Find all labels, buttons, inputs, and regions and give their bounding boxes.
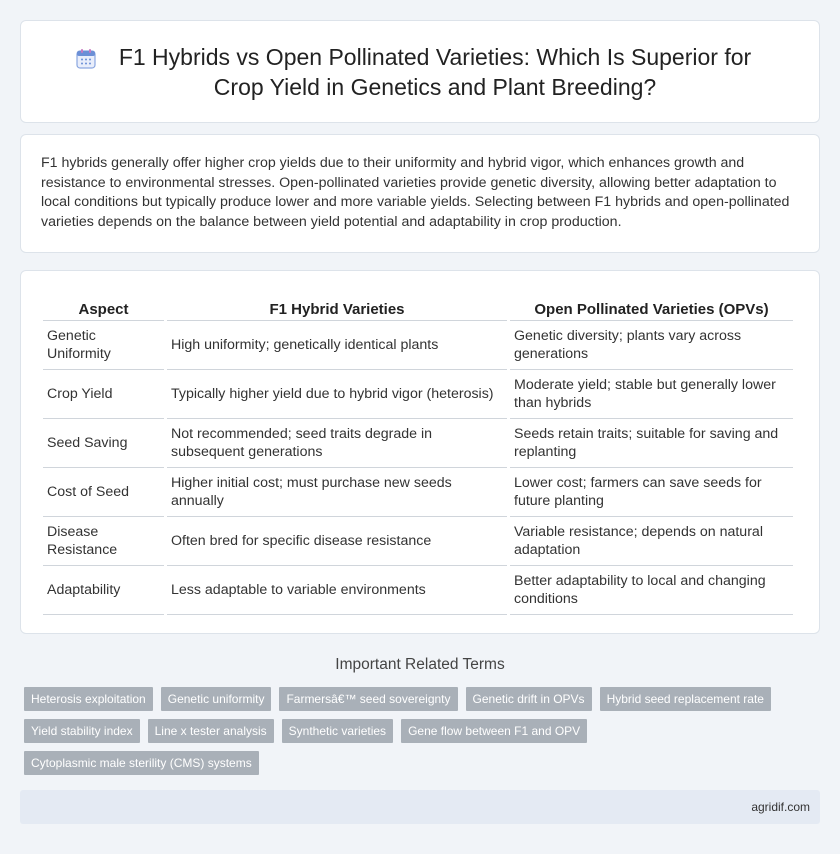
table-row xyxy=(43,517,793,566)
table-cell-f1: High uniformity; genetically identical plants xyxy=(167,321,507,370)
table-cell-opv: Lower cost; farmers can save seeds for future planting xyxy=(510,468,793,517)
related-terms-heading: Important Related Terms xyxy=(335,656,505,673)
term-tag[interactable]: Synthetic varieties xyxy=(282,719,393,743)
table-row xyxy=(43,419,793,468)
term-tag[interactable]: Line x tester analysis xyxy=(148,719,274,743)
table-cell-aspect: Seed Saving xyxy=(43,419,164,468)
table-cell-opv: Genetic diversity; plants vary across generations xyxy=(510,321,793,370)
table-row xyxy=(43,321,793,370)
table-cell-opv: Moderate yield; stable but generally lower than hybrids xyxy=(510,370,793,419)
header-aspect: Aspect xyxy=(43,295,164,321)
title-card xyxy=(20,20,820,123)
comparison-card xyxy=(20,270,820,634)
term-tag[interactable]: Hybrid seed replacement rate xyxy=(600,687,771,711)
term-tag[interactable]: Heterosis exploitation xyxy=(24,687,153,711)
table-cell-aspect: Cost of Seed xyxy=(43,468,164,517)
comparison-table xyxy=(40,295,796,615)
table-cell-aspect: Genetic Uniformity xyxy=(43,321,164,370)
term-tag[interactable]: Farmersâ€™ seed sovereignty xyxy=(279,687,457,711)
table-cell-f1: Less adaptable to variable environments xyxy=(167,566,507,615)
table-row xyxy=(43,468,793,517)
term-tag[interactable]: Cytoplasmic male sterility (CMS) systems xyxy=(24,751,259,775)
table-header-row xyxy=(43,295,793,321)
table-cell-f1: Higher initial cost; must purchase new seeds annually xyxy=(167,468,507,517)
table-cell-f1: Not recommended; seed traits degrade in subsequent generations xyxy=(167,419,507,468)
table-row xyxy=(43,566,793,615)
term-tag[interactable]: Gene flow between F1 and OPV xyxy=(401,719,587,743)
table-cell-f1: Typically higher yield due to hybrid vigor (heterosis) xyxy=(167,370,507,419)
footer-bar xyxy=(20,790,820,824)
table-cell-opv: Variable resistance; depends on natural adaptation xyxy=(510,517,793,566)
page-title: F1 Hybrids vs Open Pollinated Varieties: Which Is Superior for Crop Yield in Genetics and Plant Breeding? xyxy=(118,43,752,100)
table-cell-aspect: Adaptability xyxy=(43,566,164,615)
term-tag[interactable]: Genetic drift in OPVs xyxy=(466,687,592,711)
table-cell-opv: Seeds retain traits; suitable for saving and replanting xyxy=(510,419,793,468)
footer-site-link[interactable]: agridif.com xyxy=(751,800,810,814)
table-cell-opv: Better adaptability to local and changing conditions xyxy=(510,566,793,615)
header-opv: Open Pollinated Varieties (OPVs) xyxy=(510,295,793,321)
table-cell-f1: Often bred for specific disease resistance xyxy=(167,517,507,566)
related-terms-list xyxy=(24,687,814,775)
table-cell-aspect: Disease Resistance xyxy=(43,517,164,566)
intro-card xyxy=(20,134,820,253)
term-tag[interactable]: Genetic uniformity xyxy=(161,687,272,711)
intro-text: F1 hybrids generally offer higher crop yields due to their uniformity and hybrid vigor, which enhances growth and resistance to environmental stresses. Open-pollinated varieties provide genetic diversity, allowing better adaptation to local conditions but typically produce lower and more variable yields. Selecting between F1 hybrids and open-pollinated varieties depends on the balance between yield potential and adaptability in crop production. xyxy=(41,155,790,230)
header-f1: F1 Hybrid Varieties xyxy=(167,295,507,321)
term-tag[interactable]: Yield stability index xyxy=(24,719,140,743)
table-cell-aspect: Crop Yield xyxy=(43,370,164,419)
table-row xyxy=(43,370,793,419)
